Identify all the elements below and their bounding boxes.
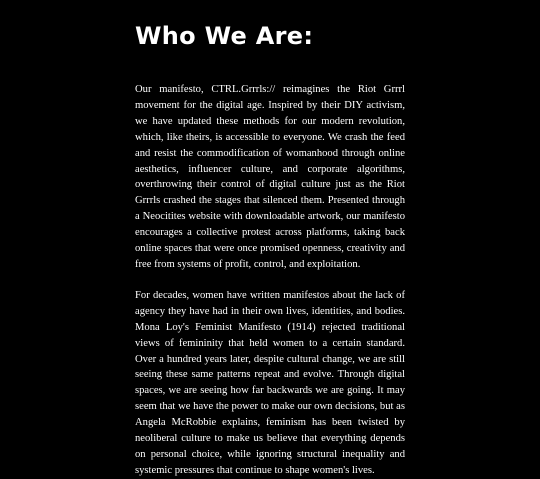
manifesto-paragraph-1: Our manifesto, CTRL.Grrrls:// reimagines the Riot Grrrl movement for the digital age. Inspired by their DIY activism, we have updated these methods for our modern revolution, which, like theirs, is accessible to everyone. We crash the feed and resist the commodification of womanhood through online aesthetics, influencer culture, and corporate algorithms, overthrowing their control of digital culture just as the Riot Grrrls crashed the stages that silenced them. Presented through a Neocitites website with downloadable artwork, our manifesto encourages a collective protest across platforms, taking back online spaces that were once promised openness, creativity and free from systems of profit, control, and exploitation.	[135, 84, 405, 270]
manifesto-paragraph-2: For decades, women have written manifestos about the lack of agency they have had in their own lives, identities, and bodies. Mona Loy's Feminist Manifesto (1914) rejected traditional views of femininity that held women to a certain standard. Over a hundred years later, despite cultural change, we are still seeing these same patterns repeat and evolve. Through digital spaces, we are seeing how far backwards we are going. It may seem that we have the power to make our own decisions, but as Angela McRobbie explains, feminism has been twisted by neoliberal culture to make us believe that everything depends on personal choice, while ignoring structural inequality and systemic pressures that continue to shape women's lives.	[135, 289, 405, 476]
page-title: Who We Are:	[135, 22, 314, 50]
main-content	[135, 0, 405, 479]
